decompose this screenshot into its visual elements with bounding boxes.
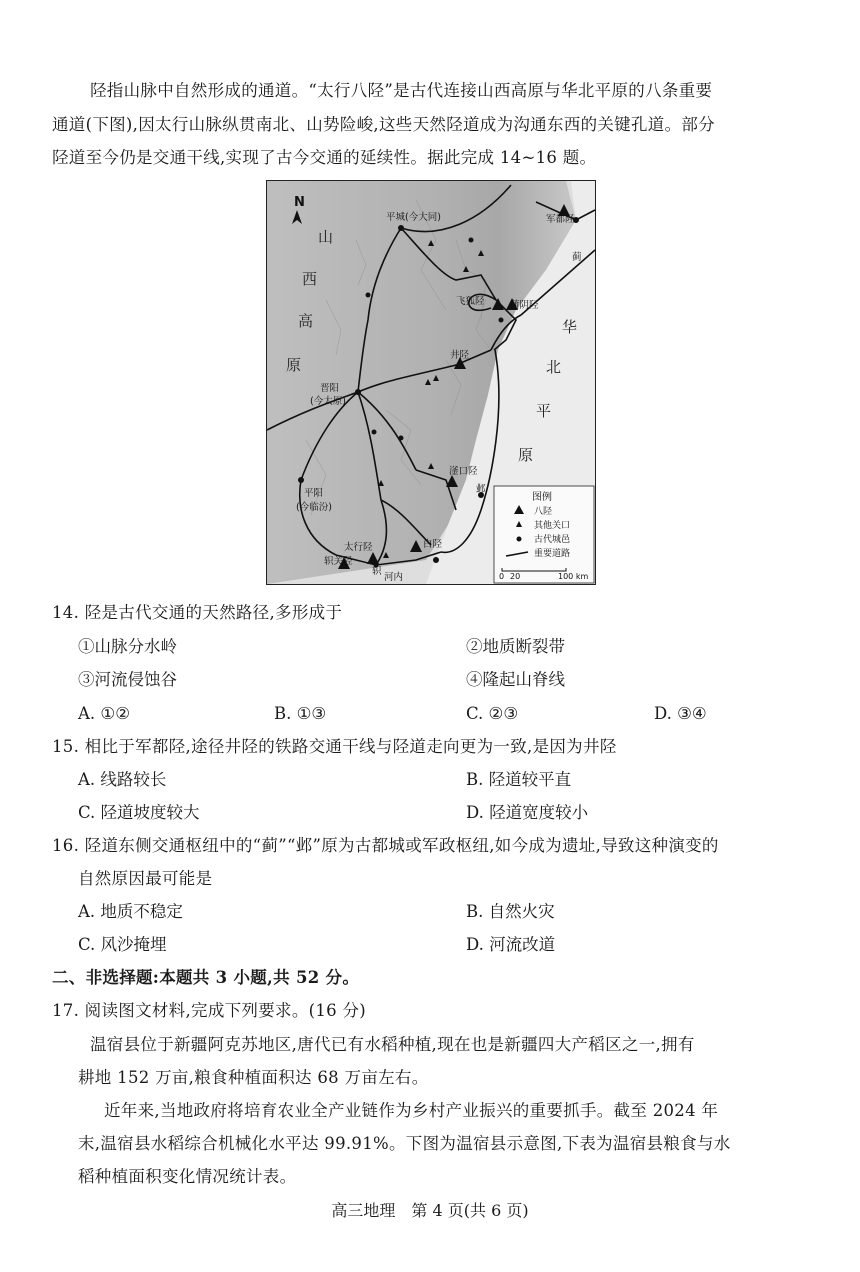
- q16-stem-line-2: 自然原因最可能是: [78, 869, 213, 888]
- svg-text:0: 0: [499, 572, 505, 581]
- q16-option-d: D. 河流改道: [466, 935, 556, 954]
- label-fukou: 滏口陉: [449, 466, 478, 477]
- q14-option-c: C. ②③: [466, 704, 519, 723]
- shanxi-label-4: 原: [286, 356, 302, 374]
- section-2-heading: 二、非选择题:本题共 3 小题,共 52 分。: [52, 968, 360, 987]
- legend-city-icon: [517, 537, 522, 542]
- label-puyin: 蒲阴陉: [510, 300, 539, 311]
- q17-para2-line-3: 稻种植面积变化情况统计表。: [78, 1167, 297, 1186]
- q14-choice-2: ②地质断裂带: [466, 637, 565, 656]
- q14-choice-1: ①山脉分水岭: [78, 637, 177, 656]
- q14-option-b: B. ①③: [274, 704, 327, 723]
- label-bai: 白陉: [423, 539, 443, 550]
- q15-option-a: A. 线路较长: [78, 770, 167, 789]
- huabei-label-4: 原: [518, 446, 534, 464]
- q15-option-c: C. 陉道坡度较大: [78, 803, 200, 822]
- label-feihu: 飞狐陉: [456, 296, 485, 307]
- svg-text:其他关口: 其他关口: [534, 521, 571, 531]
- q15-option-d: D. 陉道宽度较小: [466, 803, 589, 822]
- taihang-eight-passes-map: [266, 180, 596, 585]
- label-pingyang-sub: (今临汾): [296, 502, 332, 513]
- huabei-label-3: 平: [536, 402, 552, 420]
- label-ye: 邺: [476, 484, 486, 495]
- q16-option-a: A. 地质不稳定: [78, 902, 183, 921]
- intro-line-2: 通道(下图),因太行山脉纵贯南北、山势险峻,这些天然陉道成为沟通东西的关键孔道。部分: [52, 115, 715, 134]
- q14-choice-3: ③河流侵蚀谷: [78, 670, 177, 689]
- shanxi-label-2: 西: [302, 270, 318, 288]
- label-jinyang: 晋阳: [320, 383, 340, 394]
- intro-line-3: 陉道至今仍是交通干线,实现了古今交通的延续性。据此完成 14~16 题。: [52, 148, 597, 167]
- svg-text:100 km: 100 km: [558, 572, 589, 581]
- page-footer: 高三地理 第 4 页(共 6 页): [331, 1201, 529, 1220]
- q14-option-a: A. ①②: [78, 704, 130, 723]
- map-legend: [494, 486, 594, 583]
- svg-text:图例: 图例: [532, 492, 552, 503]
- svg-text:八陉: 八陉: [534, 507, 553, 517]
- q17-para1-line-2: 耕地 152 万亩,粮食种植面积达 68 万亩左右。: [78, 1068, 429, 1087]
- shanxi-label-1: 山: [318, 228, 334, 246]
- label-pingyang: 平阳: [304, 488, 324, 499]
- q17-para2-line-2: 末,温宿县水稻综合机械化水平达 99.91%。下图为温宿县示意图,下表为温宿县粮食与水: [78, 1134, 731, 1153]
- q17-para2-line-1: 近年来,当地政府将培育农业全产业链作为乡村产业振兴的重要抓手。截至 2024 年: [104, 1101, 719, 1120]
- q15-stem: 15. 相比于军都陉,途径井陉的铁路交通干线与陉道走向更为一致,是因为井陉: [52, 737, 617, 756]
- q14-choice-4: ④隆起山脊线: [466, 670, 565, 689]
- svg-text:N: N: [294, 195, 305, 210]
- q16-stem-line-1: 16. 陉道东侧交通枢纽中的“蓟”“邺”原为古都城或军政枢纽,如今成为遗址,导致这种演变的: [52, 836, 719, 855]
- q14-stem: 14. 陉是古代交通的天然路径,多形成于: [52, 603, 343, 622]
- svg-text:20: 20: [510, 572, 521, 581]
- label-henei: 河内: [384, 572, 404, 583]
- label-ji: 蓟: [572, 252, 582, 263]
- q17-para1-line-1: 温宿县位于新疆阿克苏地区,唐代已有水稻种植,现在也是新疆四大产稻区之一,拥有: [90, 1035, 695, 1054]
- q17-stem: 17. 阅读图文材料,完成下列要求。(16 分): [52, 1001, 367, 1020]
- svg-text:古代城邑: 古代城邑: [534, 535, 571, 545]
- q14-option-d: D. ③④: [654, 704, 707, 723]
- label-pingcheng: 平城(今大同): [386, 212, 441, 223]
- huabei-label-2: 北: [546, 358, 562, 376]
- shanxi-label-3: 高: [298, 312, 314, 330]
- label-jinyang-sub: (今太原): [310, 396, 346, 407]
- label-taihang: 太行陉: [344, 542, 373, 553]
- huabei-label-1: 华: [562, 318, 578, 336]
- q15-option-b: B. 陉道较平直: [466, 770, 572, 789]
- label-zhi: 轵: [372, 566, 382, 577]
- label-jundu: 军都陉: [546, 214, 575, 225]
- q16-option-b: B. 自然火灾: [466, 902, 555, 921]
- label-jing: 井陉: [450, 350, 470, 361]
- label-zhiguan: 轵关陉: [324, 556, 353, 567]
- q16-option-c: C. 风沙掩埋: [78, 935, 167, 954]
- svg-text:重要道路: 重要道路: [534, 549, 571, 559]
- intro-line-1: 陉指山脉中自然形成的通道。“太行八陉”是古代连接山西高原与华北平原的八条重要: [90, 81, 713, 100]
